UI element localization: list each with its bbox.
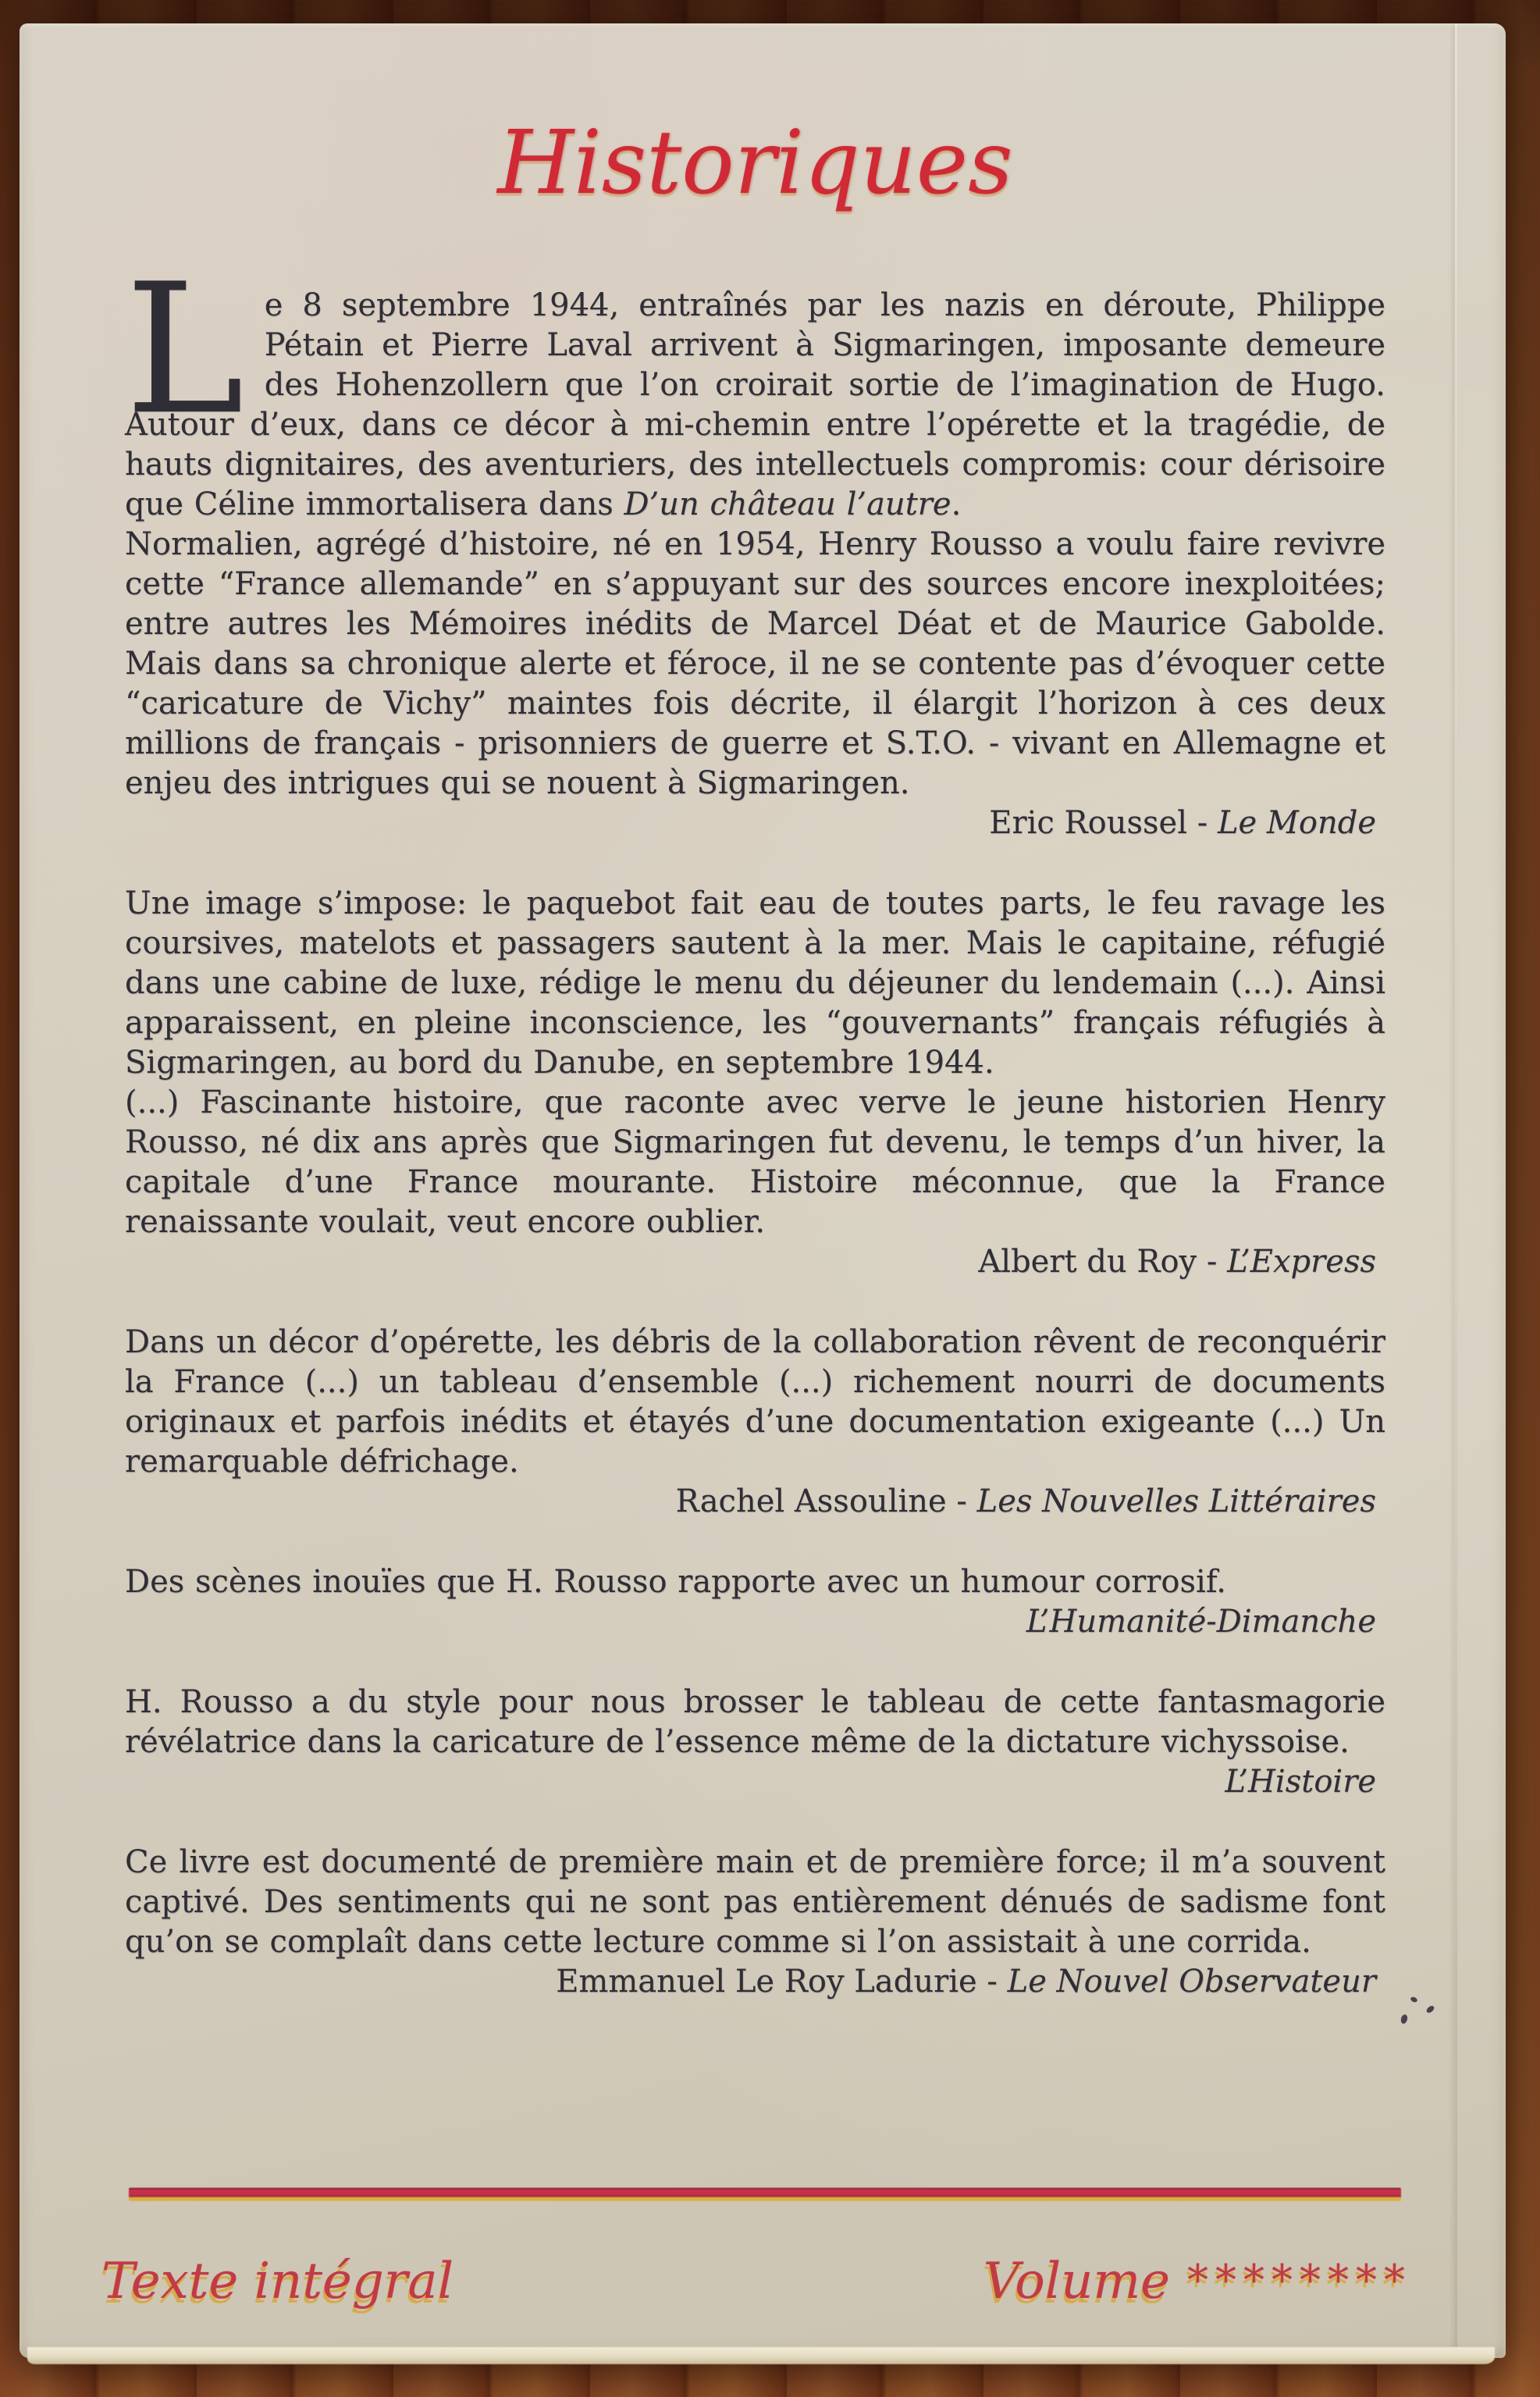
review-quote	[125, 1323, 1385, 1522]
attribution-line	[125, 1242, 1385, 1282]
quote-paragraph	[125, 246, 1385, 525]
quote-paragraph	[125, 884, 1385, 1083]
cover-footer	[101, 2253, 1412, 2310]
attribution-source: L’Express	[1227, 1244, 1376, 1280]
press-reviews	[125, 246, 1385, 2002]
quote-text-segment: Des scènes inouïes que H. Rousso rapporte avec un humour corrosif.	[125, 1564, 1226, 1601]
drop-cap-letter: L	[125, 246, 244, 455]
attribution-source: Le Monde	[1217, 805, 1376, 842]
quote-text-segment: (...) Fascinante histoire, que raconte avec verve le jeune historien Henry Rousso, né dix ans après que Sigmaringen fut devenu, le temps d’un hiver, la capitale d’une France mourante. Histoire méconnue, que la France renaissante voulait, veut encore oublier.	[125, 1085, 1385, 1241]
quote-italic-segment: D’un château l’autre	[624, 486, 951, 523]
volume-stars: ********	[1187, 2256, 1412, 2305]
attribution-line	[125, 803, 1385, 843]
quote-text-segment: Normalien, agrégé d’histoire, né en 1954, Henry Rousso a voulu faire revivre cette “France allemande” en s’appuyant sur des sources encore inexploitées; entre autres les Mémoires inédits de Marcel Déat et de Maurice Gabolde. Mais dans sa chronique alerte et féroce, il ne se contente pas d’évoquer cette “caricature de Vichy” maintes fois décrite, il élargit l’horizon à ces deux millions de français - prisonniers de guerre et S.T.O. - vivant en Allemagne et enjeu des intrigues qui se nouent à Sigmaringen.	[125, 526, 1385, 802]
footer-rule	[129, 2188, 1401, 2201]
attribution-separator: -	[1187, 805, 1218, 842]
quote-paragraph	[125, 1843, 1385, 1962]
attribution-separator: -	[976, 1964, 1008, 2000]
attribution-separator: -	[946, 1483, 977, 1520]
attribution-line	[125, 1762, 1385, 1802]
collection-title: Historiques	[497, 112, 1013, 214]
volume-group	[983, 2253, 1412, 2310]
book-back-cover	[20, 23, 1506, 2358]
quote-text-segment: e 8 septembre 1944, entraînés par les nazis en déroute, Philippe Pétain et Pierre Laval arrivent à Sigmaringen, imposante demeure des Hohenzollern que l’on croirait sortie de l’imagination de Hugo. Autour d’eux, dans ce décor à mi-chemin entre l’opérette et la tragédie, de hauts dignitaires, des aventuriers, des intellectuels compromis: cour dérisoire que Céline immortalisera dans	[125, 287, 1385, 523]
quote-text-segment: .	[951, 486, 962, 523]
attribution-name: Eric Roussel	[989, 805, 1188, 842]
quote-text-segment: Ce livre est documenté de première main et de première force; il m’a souvent captivé. Des sentiments qui ne sont pas entièrement dénués de sadisme font qu’on se complaît dans cette lecture comme si l’on assistait à une corrida.	[125, 1844, 1385, 1961]
cover-text-area	[125, 23, 1385, 2043]
attribution-line	[125, 1962, 1385, 2002]
attribution-source: Les Nouvelles Littéraires	[976, 1483, 1376, 1520]
attribution-name: Rachel Assouline	[675, 1483, 947, 1520]
quote-paragraph	[125, 1323, 1385, 1482]
quote-text-segment: Une image s’impose: le paquebot fait eau de toutes parts, le feu ravage les coursives, matelots et passagers sautent à la mer. Mais le capitaine, réfugié dans une cabine de luxe, rédige le menu du déjeuner du lendemain (...). Ainsi apparaissent, en pleine inconscience, les “gouvernants” français réfugiés à Sigmaringen, au bord du Danube, en septembre 1944.	[125, 885, 1385, 1081]
quote-paragraph	[125, 1683, 1385, 1762]
review-quote	[125, 1562, 1385, 1642]
quote-paragraph	[125, 1562, 1385, 1602]
attribution-source: Le Nouvel Observateur	[1007, 1964, 1376, 2000]
review-quote	[125, 1683, 1385, 1802]
review-quote	[125, 246, 1385, 843]
quote-paragraph	[125, 1083, 1385, 1242]
page-stack-edge	[27, 2347, 1495, 2364]
quote-text-segment: H. Rousso a du style pour nous brosser le tableau de cette fantasmagorie révélatrice dans la caricature de l’essence même de la dictature vichyssoise.	[125, 1684, 1385, 1761]
attribution-source: L’Histoire	[1225, 1764, 1376, 1800]
attribution-name: Albert du Roy	[978, 1244, 1197, 1280]
attribution-separator: -	[1197, 1244, 1228, 1280]
review-quote	[125, 1843, 1385, 2002]
attribution-line	[125, 1602, 1385, 1642]
cover-crease	[1455, 23, 1457, 2358]
attribution-line	[125, 1482, 1385, 1522]
texte-integral-label: Texte intégral	[101, 2253, 454, 2310]
quote-text-segment: Dans un décor d’opérette, les débris de la collaboration rêvent de reconquérir la France (...) un tableau d’ensemble (...) richement nourri de documents originaux et parfois inédits et étayés d’une documentation exigeante (...) Un remarquable défrichage.	[125, 1324, 1385, 1480]
volume-label: Volume	[983, 2253, 1170, 2310]
attribution-source: L’Humanité-Dimanche	[1026, 1604, 1376, 1640]
attribution-name: Emmanuel Le Roy Ladurie	[556, 1964, 977, 2000]
quote-paragraph	[125, 525, 1385, 803]
review-quote	[125, 884, 1385, 1282]
